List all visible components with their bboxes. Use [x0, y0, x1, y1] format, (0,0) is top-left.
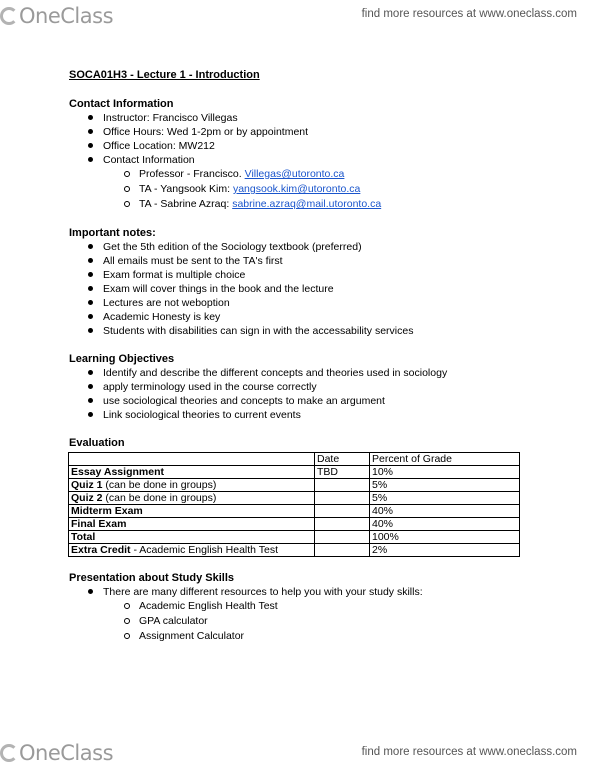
list-item: Lectures are not weboption	[69, 296, 539, 310]
table-cell	[69, 544, 315, 557]
contact-label: Professor - Francisco.	[139, 168, 245, 180]
table-cell	[69, 531, 315, 544]
table-cell: 5%	[370, 492, 520, 505]
document-body	[69, 68, 539, 644]
table-row	[69, 466, 520, 479]
list-item: Students with disabilities can sign in with the accessability services	[69, 324, 539, 338]
study-skills-list	[69, 585, 539, 644]
email-link[interactable]: yangsook.kim@utoronto.ca	[232, 183, 361, 195]
table-cell	[69, 505, 315, 518]
oneclass-logo	[0, 4, 113, 28]
table-cell	[69, 518, 315, 531]
email-link[interactable]: Villegas@utoronto.ca	[244, 168, 345, 180]
section-heading-contact: Contact Information	[69, 98, 174, 110]
table-row	[69, 544, 520, 557]
item-name: Final Exam	[71, 518, 127, 530]
table-cell	[69, 479, 315, 492]
item-name: Quiz 2	[71, 492, 103, 504]
logo-text: OneClass	[19, 4, 114, 28]
oneclass-logo-icon	[0, 744, 18, 762]
oneclass-logo	[0, 741, 113, 765]
table-row	[69, 492, 520, 505]
section-heading-evaluation: Evaluation	[69, 437, 125, 449]
item-name: Total	[71, 531, 96, 543]
list-item: Instructor: Francisco Villegas	[69, 111, 539, 125]
item-note: - Academic English Health Test	[130, 544, 278, 556]
item-name: Midterm Exam	[71, 505, 143, 517]
table-cell	[69, 466, 315, 479]
table-header-row	[69, 453, 520, 466]
table-row	[69, 531, 520, 544]
table-cell: 10%	[370, 466, 520, 479]
item-name: Essay Assignment	[71, 466, 164, 478]
logo-text: OneClass	[19, 741, 114, 765]
list-item: Link sociological theories to current events	[69, 408, 539, 422]
section-heading-objectives: Learning Objectives	[69, 353, 175, 365]
table-cell: TBD	[315, 466, 370, 479]
contact-list	[69, 111, 539, 212]
list-item: Office Location: MW212	[69, 139, 539, 153]
notes-list	[69, 240, 539, 338]
contact-label: TA - Yangsook Kim:	[139, 183, 233, 195]
table-cell	[315, 492, 370, 505]
list-subitem: Assignment Calculator	[69, 629, 539, 644]
oneclass-logo-icon	[0, 7, 18, 25]
item-name: Quiz 1	[71, 479, 103, 491]
evaluation-table	[68, 452, 520, 557]
table-header-cell: Date	[315, 453, 370, 466]
list-item: All emails must be sent to the TA's first	[69, 254, 539, 268]
list-subitem: Academic English Health Test	[69, 599, 539, 614]
item-name: Extra Credit	[71, 544, 131, 556]
table-row	[69, 479, 520, 492]
list-subitem: GPA calculator	[69, 614, 539, 629]
table-cell	[315, 505, 370, 518]
resources-link[interactable]: find more resources at www.oneclass.com	[361, 746, 577, 758]
contact-professor	[69, 167, 539, 182]
list-item: Academic Honesty is key	[69, 310, 539, 324]
list-item: use sociological theories and concepts to make an argument	[69, 394, 539, 408]
table-cell: 40%	[370, 518, 520, 531]
table-cell	[315, 518, 370, 531]
table-row	[69, 518, 520, 531]
table-header-cell	[69, 453, 315, 466]
document-title: SOCA01H3 - Lecture 1 - Introduction	[69, 69, 260, 81]
table-cell	[315, 544, 370, 557]
resources-link[interactable]: find more resources at www.oneclass.com	[361, 8, 577, 20]
email-link[interactable]: sabrine.azraq@mail.utoronto.ca	[232, 198, 382, 210]
objectives-list	[69, 366, 539, 422]
list-item: Identify and describe the different concepts and theories used in sociology	[69, 366, 539, 380]
table-cell	[315, 531, 370, 544]
table-header-cell: Percent of Grade	[370, 453, 520, 466]
contact-label: TA - Sabrine Azraq:	[139, 198, 233, 210]
table-row	[69, 505, 520, 518]
item-note: (can be done in groups)	[102, 492, 217, 504]
section-heading-notes: Important notes:	[69, 227, 156, 239]
list-item: apply terminology used in the course correctly	[69, 380, 539, 394]
table-cell: 2%	[370, 544, 520, 557]
list-item: Office Hours: Wed 1-2pm or by appointment	[69, 125, 539, 139]
list-item: Exam format is multiple choice	[69, 268, 539, 282]
table-cell	[69, 492, 315, 505]
contact-ta-2	[69, 197, 539, 212]
table-cell: 40%	[370, 505, 520, 518]
list-item: Get the 5th edition of the Sociology textbook (preferred)	[69, 240, 539, 254]
table-cell: 100%	[370, 531, 520, 544]
list-item: Contact Information	[69, 153, 539, 167]
table-cell	[315, 479, 370, 492]
section-heading-study-skills: Presentation about Study Skills	[69, 572, 235, 584]
contact-ta-1	[69, 182, 539, 197]
table-cell: 5%	[370, 479, 520, 492]
list-item: There are many different resources to help you with your study skills:	[69, 585, 539, 599]
list-item: Exam will cover things in the book and the lecture	[69, 282, 539, 296]
item-note: (can be done in groups)	[102, 479, 217, 491]
